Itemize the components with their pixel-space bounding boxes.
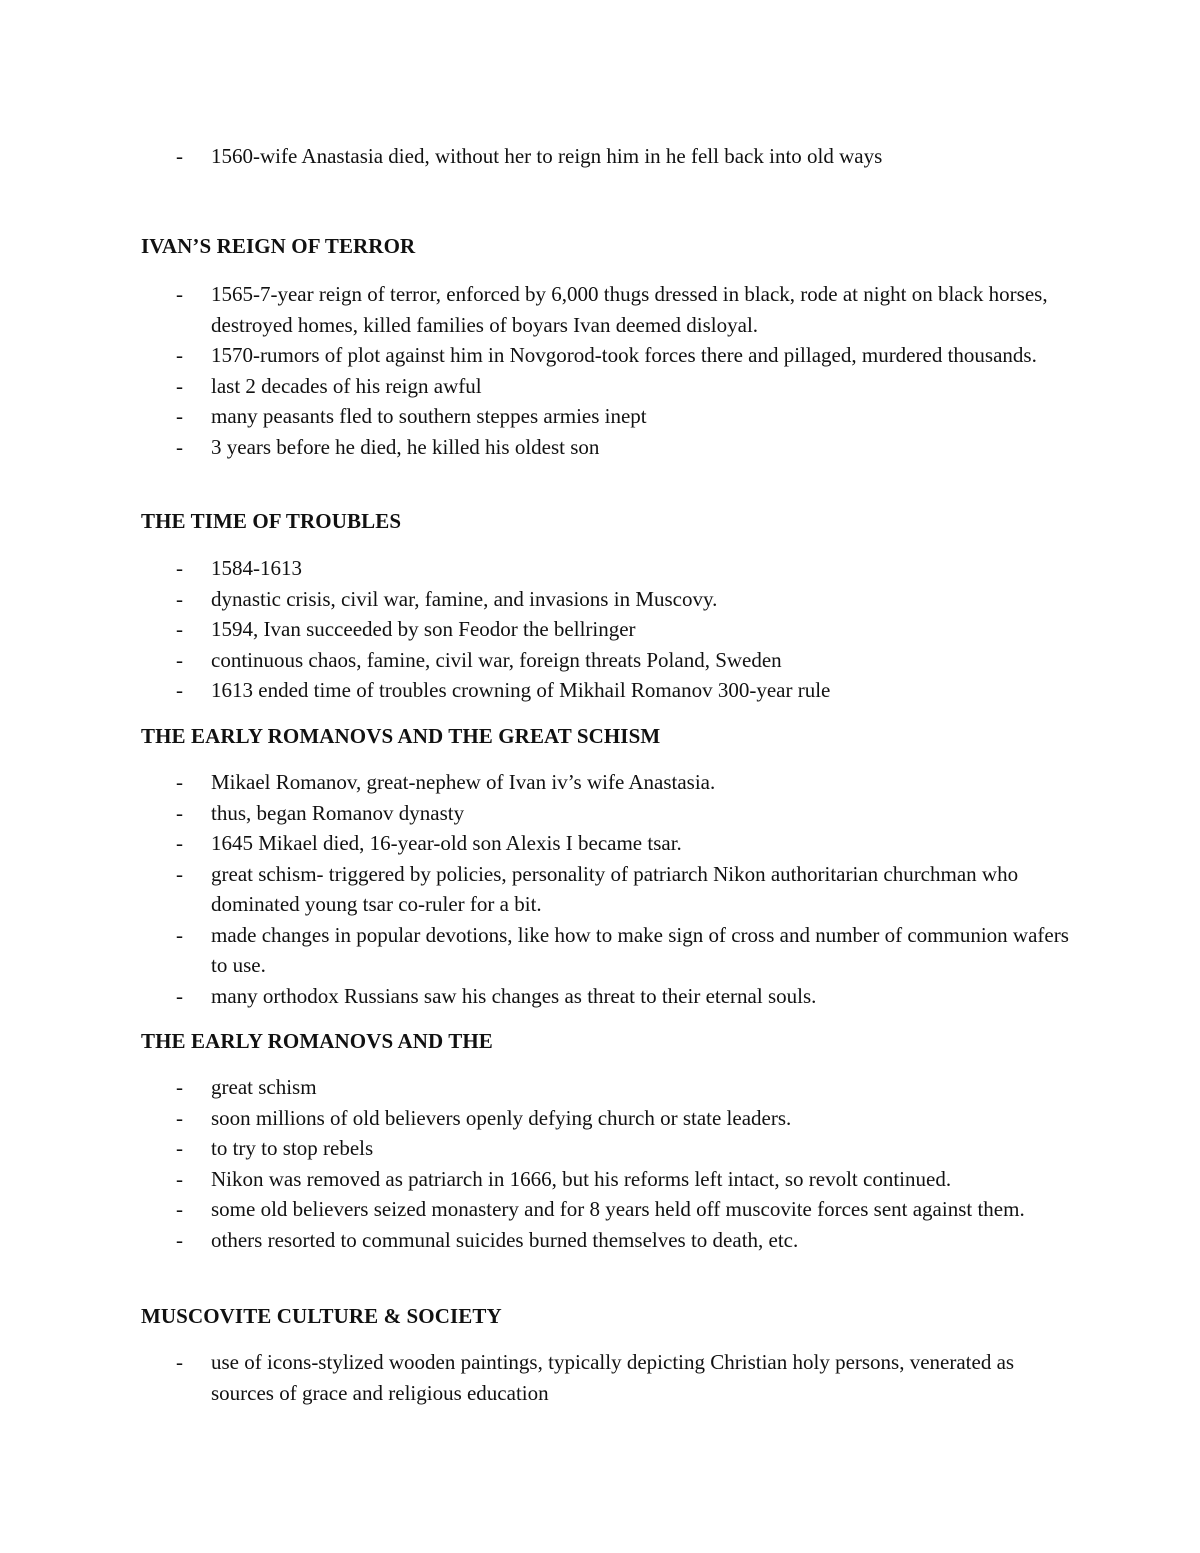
list-item — [0, 920, 1200, 981]
bullet-dash: - — [176, 831, 183, 855]
bullet-list — [0, 141, 1200, 172]
list-item — [0, 340, 1200, 371]
list-item — [0, 675, 1200, 706]
section-heading: MUSCOVITE CULTURE & SOCIETY — [141, 1304, 502, 1328]
list-item-text: Nikon was removed as patriarch in 1666, but his reforms left intact, so revolt continued. — [211, 1166, 952, 1191]
bullet-dash: - — [176, 800, 183, 825]
list-item — [0, 859, 1200, 920]
list-item-text: soon millions of old believers openly defying church or state leaders. — [211, 1105, 792, 1130]
list-item-text: continuous chaos, famine, civil war, foreign threats Poland, Sweden — [211, 647, 782, 672]
list-item-text: to try to stop rebels — [211, 1136, 374, 1160]
bullet-dash: - — [176, 1105, 183, 1130]
list-item-text: Mikael Romanov, great-nephew of Ivan iv’s wife Anastasia. — [211, 770, 716, 794]
list-item — [0, 401, 1200, 432]
list-item — [0, 371, 1200, 402]
list-item — [0, 1103, 1200, 1134]
bullet-dash: - — [176, 983, 183, 1008]
list-item — [0, 981, 1200, 1012]
bullet-dash: - — [176, 373, 183, 398]
list-item-text: many peasants fled to southern steppes armies inept — [211, 404, 647, 428]
bullet-list — [0, 553, 1200, 706]
section-heading: THE EARLY ROMANOVS AND THE GREAT SCHISM — [141, 724, 661, 748]
list-item-text: 1613 ended time of troubles crowning of Mikhail Romanov 300-year rule — [211, 678, 831, 702]
list-item-text: many orthodox Russians saw his changes as threat to their eternal souls. — [211, 983, 817, 1008]
bullet-dash: - — [176, 343, 183, 367]
list-item-text: some old believers seized monastery and for 8 years held off muscovite forces sent against them. — [211, 1197, 1025, 1221]
bullet-dash: - — [176, 678, 183, 702]
list-item — [0, 828, 1200, 859]
bullet-dash: - — [176, 1075, 183, 1099]
list-item-text: thus, began Romanov dynasty — [211, 800, 465, 825]
list-item — [0, 798, 1200, 829]
section-heading: IVAN’S REIGN OF TERROR — [141, 234, 416, 258]
bullet-dash: - — [176, 586, 183, 611]
list-item — [0, 1164, 1200, 1195]
list-item — [0, 767, 1200, 798]
list-item-text: dynastic crisis, civil war, famine, and invasions in Muscovy. — [211, 586, 718, 611]
bullet-dash: - — [176, 647, 183, 672]
bullet-dash: - — [176, 404, 183, 428]
bullet-dash: - — [176, 922, 183, 947]
list-item-text: 1584-1613 — [211, 556, 302, 580]
section-heading: THE TIME OF TROUBLES — [141, 509, 402, 533]
bullet-dash: - — [176, 1136, 183, 1160]
list-item — [0, 584, 1200, 615]
list-item-text: made changes in popular devotions, like how to make sign of cross and number of communion wafers to use. — [211, 922, 1069, 977]
bullet-dash: - — [176, 1197, 183, 1221]
bullet-dash: - — [176, 1227, 183, 1252]
bullet-dash: - — [176, 144, 183, 168]
list-item — [0, 645, 1200, 676]
list-item — [0, 553, 1200, 584]
bullet-list — [0, 1072, 1200, 1255]
list-item-text: others resorted to communal suicides burned themselves to death, etc. — [211, 1227, 799, 1252]
list-item-text: great schism- triggered by policies, personality of patriarch Nikon authoritarian churchman who dominated young tsar co-ruler for a bit. — [211, 861, 1019, 916]
list-item-text: 1560-wife Anastasia died, without her to reign him in he fell back into old ways — [211, 144, 883, 168]
bullet-dash: - — [176, 282, 183, 306]
bullet-list — [0, 767, 1200, 1011]
list-item-text: 1570-rumors of plot against him in Novgorod-took forces there and pillaged, murdered thousands. — [211, 343, 1037, 367]
list-item-text: 1565-7-year reign of terror, enforced by 6,000 thugs dressed in black, rode at night on black horses, destroyed homes, killed families of boyars Ivan deemed disloyal. — [211, 282, 1048, 337]
list-item — [0, 1194, 1200, 1225]
list-item — [0, 432, 1200, 463]
list-item — [0, 1072, 1200, 1103]
bullet-list — [0, 1347, 1200, 1408]
section-heading: THE EARLY ROMANOVS AND THE — [141, 1029, 493, 1053]
list-item-text: great schism — [211, 1075, 317, 1099]
bullet-dash: - — [176, 1166, 183, 1191]
list-item-text: 1645 Mikael died, 16-year-old son Alexis I became tsar. — [211, 831, 682, 855]
bullet-dash: - — [176, 617, 183, 641]
bullet-dash: - — [176, 556, 183, 580]
bullet-list — [0, 279, 1200, 462]
list-item-text: use of icons-stylized wooden paintings, typically depicting Christian holy persons, venerated as sources of grace and religious education — [211, 1350, 1015, 1405]
list-item — [0, 1133, 1200, 1164]
bullet-dash: - — [176, 434, 183, 459]
list-item-text: 3 years before he died, he killed his oldest son — [211, 434, 600, 459]
bullet-dash: - — [176, 770, 183, 794]
bullet-dash: - — [176, 1350, 183, 1374]
list-item — [0, 1347, 1200, 1408]
list-item — [0, 279, 1200, 340]
list-item — [0, 1225, 1200, 1256]
list-item — [0, 614, 1200, 645]
list-item — [0, 141, 1200, 172]
list-item-text: last 2 decades of his reign awful — [211, 373, 482, 398]
bullet-dash: - — [176, 861, 183, 886]
list-item-text: 1594, Ivan succeeded by son Feodor the bellringer — [211, 617, 636, 641]
